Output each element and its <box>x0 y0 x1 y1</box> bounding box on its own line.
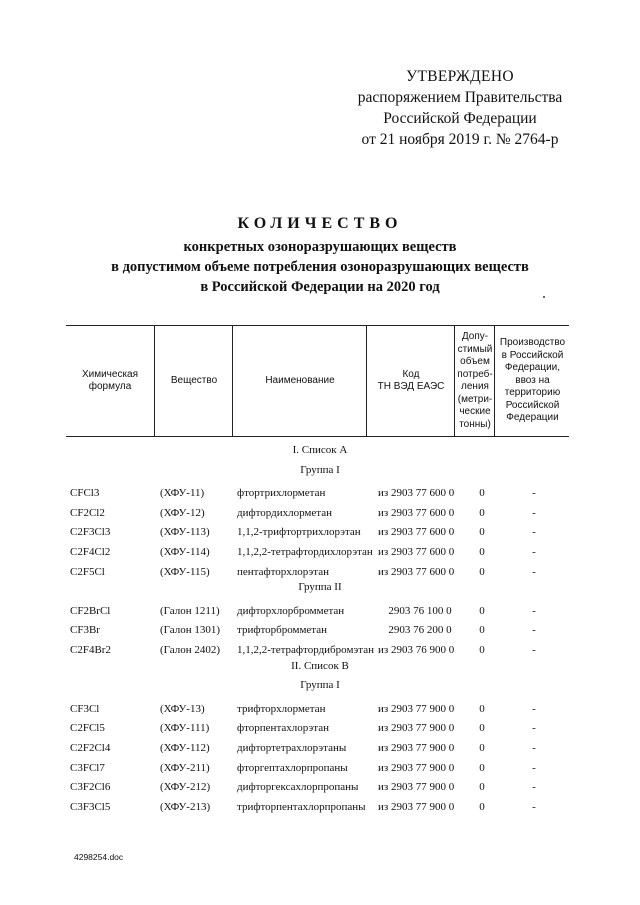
subtitle-line-2: в допустимом объеме потребления озоноразрушающих веществ <box>111 259 529 275</box>
cell-name: фтортрихлорметан <box>237 487 326 500</box>
cell-substance: (Галон 1301) <box>160 624 221 637</box>
table-row <box>0 762 640 778</box>
cell-code: из 2903 77 600 0 <box>378 506 455 519</box>
table-row <box>0 507 640 523</box>
group-heading: Группа I <box>300 463 340 476</box>
scan-speck <box>543 296 545 298</box>
group-heading: Группа II <box>298 581 342 594</box>
header-line: объем <box>460 356 490 367</box>
cell-substance: (ХФУ-211) <box>160 761 210 774</box>
cell-name: 1,1,2,2-тетрафтордибромэтан <box>237 644 374 656</box>
cell-name: дифтортетрахлорэтаны <box>237 742 347 754</box>
table-header <box>66 325 569 437</box>
header-line: стимый <box>457 343 493 355</box>
table-row <box>0 703 640 719</box>
section-heading: I. Список А <box>292 444 348 456</box>
table-row <box>0 526 640 542</box>
cell-formula: CF2BrCl <box>70 604 111 617</box>
header-line: территорию <box>504 387 561 399</box>
header-line: ТН ВЭД ЕАЭС <box>377 381 445 392</box>
cell-code: из 2903 77 600 0 <box>378 487 455 500</box>
cell-formula: C2FCl5 <box>70 722 105 735</box>
cell-formula: C2F4Br2 <box>70 644 111 656</box>
cell-import: - <box>532 702 536 715</box>
cell-import: - <box>532 604 536 617</box>
cell-import: - <box>532 526 536 539</box>
cell-import: - <box>532 800 536 813</box>
header-line: Допу- <box>461 331 489 342</box>
cell-amount: 0 <box>479 506 485 519</box>
header-line: ления <box>461 381 489 392</box>
cell-name: 1,1,2,2-тетрафтордихлорэтан <box>237 546 373 558</box>
cell-amount: 0 <box>479 742 485 754</box>
cell-code: из 2903 77 600 0 <box>378 546 455 558</box>
cell-substance: (Галон 2402) <box>160 644 221 656</box>
approval-heading: УТВЕРЖДЕНО <box>406 68 514 85</box>
header-line: Вещество <box>170 374 218 386</box>
cell-amount: 0 <box>479 565 485 578</box>
cell-substance: (ХФУ-111) <box>160 722 210 735</box>
header-line: в Российской <box>501 349 564 361</box>
table-row <box>0 801 640 817</box>
cell-import: - <box>532 781 536 794</box>
header-line: Наименование <box>265 374 335 386</box>
header-line: Федерации <box>506 412 559 424</box>
file-reference: 4298254.doc <box>74 852 124 862</box>
cell-substance: (ХФУ-112) <box>160 742 210 754</box>
cell-formula: C2F5Cl <box>70 565 105 578</box>
cell-name: пентафторхлорэтан <box>237 565 329 578</box>
cell-name: 1,1,2-трифтортрихлорэтан <box>237 526 361 539</box>
table-row <box>0 781 640 797</box>
header-import <box>494 326 570 436</box>
table-row <box>0 624 640 640</box>
cell-formula: C3F2Cl6 <box>70 781 111 794</box>
document-subtitle <box>0 237 640 297</box>
cell-code: из 2903 77 900 0 <box>378 800 455 813</box>
cell-formula: CF2Cl2 <box>70 506 105 519</box>
cell-import: - <box>532 761 536 774</box>
header-name <box>232 326 367 436</box>
cell-name: трифторхлорметан <box>237 702 326 715</box>
cell-import: - <box>532 546 536 558</box>
cell-import: - <box>532 722 536 735</box>
cell-name: трифторпентахлорпропаны <box>237 800 366 813</box>
header-line: Производство <box>499 337 566 349</box>
cell-substance: (ХФУ-13) <box>160 702 205 715</box>
header-line: тонны) <box>459 418 491 430</box>
group-heading: Группа I <box>300 679 340 692</box>
cell-formula: C3F3Cl5 <box>70 800 111 813</box>
cell-name: фторпентахлорэтан <box>237 722 329 735</box>
cell-amount: 0 <box>479 487 485 500</box>
cell-substance: (ХФУ-12) <box>160 506 205 519</box>
header-formula <box>66 326 154 436</box>
cell-formula: CF3Cl <box>70 702 100 715</box>
header-line: ввоз на <box>515 374 550 386</box>
cell-code: из 2903 77 600 0 <box>378 526 455 539</box>
cell-amount: 0 <box>479 781 485 794</box>
cell-substance: (ХФУ-212) <box>160 781 211 794</box>
cell-amount: 0 <box>479 644 485 656</box>
cell-code: 2903 76 200 0 <box>388 624 452 637</box>
cell-name: дифторгексахлорпропаны <box>237 781 359 794</box>
cell-import: - <box>532 742 536 754</box>
cell-import: - <box>532 506 536 519</box>
cell-substance: (Галон 1211) <box>160 604 220 617</box>
table-row <box>0 566 640 582</box>
header-line: ческие <box>459 406 491 417</box>
header-line: Химическая <box>81 368 139 380</box>
cell-amount: 0 <box>479 604 485 617</box>
header-substance <box>154 326 233 436</box>
cell-formula: CF3Br <box>70 624 100 637</box>
cell-amount: 0 <box>479 761 485 774</box>
cell-name: дифторхлорбромметан <box>237 604 345 617</box>
header-amount <box>454 326 495 436</box>
header-line: потреб- <box>457 368 493 380</box>
table-row <box>0 546 640 562</box>
cell-formula: C2F2Cl4 <box>70 742 111 754</box>
cell-amount: 0 <box>479 624 485 637</box>
header-line: (метри- <box>457 393 493 405</box>
cell-code: 2903 76 100 0 <box>388 604 452 617</box>
cell-amount: 0 <box>479 526 485 539</box>
cell-code: из 2903 77 900 0 <box>378 702 455 715</box>
approval-line-4: от 21 ноября 2019 г. № 2764-р <box>361 131 559 148</box>
approval-block <box>330 66 590 150</box>
table-row <box>0 487 640 503</box>
header-line: формула <box>88 381 132 392</box>
table-row <box>0 742 640 758</box>
document-title: КОЛИЧЕСТВО <box>237 215 403 232</box>
cell-formula: C2F4Cl2 <box>70 546 111 558</box>
header-code <box>366 326 455 436</box>
header-line: Федерации, <box>504 362 561 374</box>
cell-name: фторгептахлорпропаны <box>237 761 348 774</box>
cell-substance: (ХФУ-11) <box>160 487 205 500</box>
cell-amount: 0 <box>479 800 485 813</box>
cell-import: - <box>532 644 536 656</box>
table-row <box>0 605 640 621</box>
table-row <box>0 644 640 660</box>
cell-code: из 2903 76 900 0 <box>378 644 455 656</box>
cell-code: из 2903 77 900 0 <box>378 742 455 754</box>
cell-amount: 0 <box>479 546 485 558</box>
cell-substance: (ХФУ-213) <box>160 800 211 813</box>
subtitle-line-3: в Российской Федерации на 2020 год <box>200 279 440 295</box>
cell-substance: (ХФУ-113) <box>160 526 210 539</box>
subtitle-line-1: конкретных озоноразрушающих веществ <box>183 239 457 255</box>
cell-name: дифтордихлорметан <box>237 506 332 519</box>
cell-formula: C2F3Cl3 <box>70 526 111 539</box>
cell-import: - <box>532 565 536 578</box>
section-heading: II. Список В <box>291 659 349 672</box>
cell-code: из 2903 77 900 0 <box>378 722 455 735</box>
cell-amount: 0 <box>479 722 485 735</box>
approval-line-3: Российской Федерации <box>383 110 537 127</box>
table-row <box>0 722 640 738</box>
cell-name: трифторбромметан <box>237 624 328 637</box>
cell-import: - <box>532 624 536 637</box>
approval-line-2: распоряжением Правительства <box>357 89 563 106</box>
cell-amount: 0 <box>479 702 485 715</box>
cell-code: из 2903 77 600 0 <box>378 565 455 578</box>
cell-code: из 2903 77 900 0 <box>378 781 455 794</box>
header-line: Код <box>402 368 420 380</box>
cell-formula: C3FCl7 <box>70 761 105 774</box>
cell-code: из 2903 77 900 0 <box>378 761 455 774</box>
header-line: Российской <box>505 399 560 411</box>
cell-import: - <box>532 487 536 500</box>
cell-formula: CFCl3 <box>70 487 100 500</box>
cell-substance: (ХФУ-114) <box>160 546 210 558</box>
cell-substance: (ХФУ-115) <box>160 565 210 578</box>
